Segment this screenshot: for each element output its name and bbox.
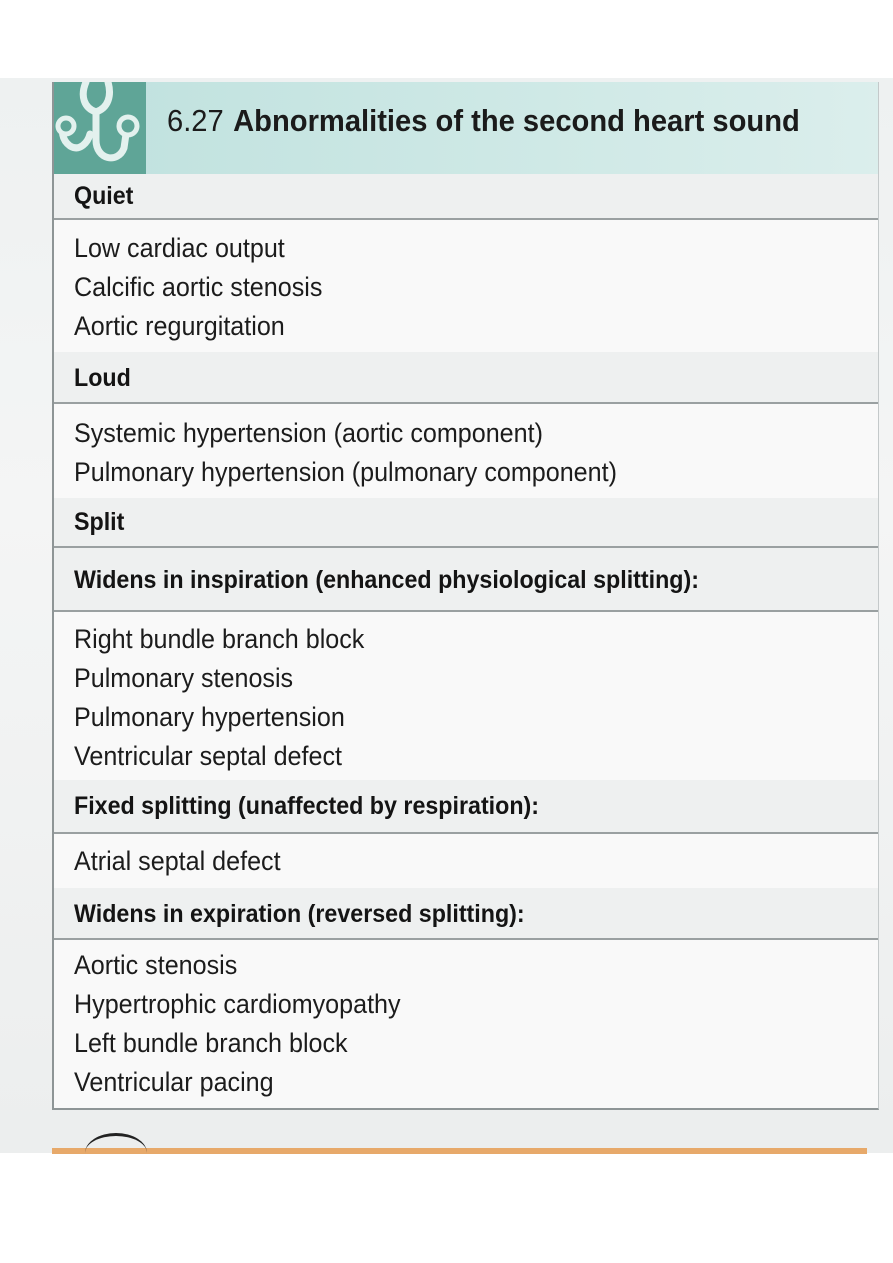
section-heading-row	[54, 780, 878, 832]
item-list	[74, 229, 341, 346]
list-item: Ventricular septal defect	[74, 741, 342, 771]
list-item: Pulmonary stenosis	[74, 663, 294, 693]
section-heading-row	[54, 352, 878, 402]
list-item: Hypertrophic cardiomyopathy	[74, 989, 401, 1019]
section-heading: Loud	[74, 364, 131, 392]
item-list	[74, 414, 658, 492]
page-margin	[0, 1154, 893, 1263]
section-heading: Fixed splitting (unaffected by respiration):	[74, 792, 540, 820]
list-item: Atrial septal defect	[74, 846, 281, 876]
item-list	[74, 620, 386, 776]
section-items-row	[54, 612, 878, 780]
list-item: Pulmonary hypertension	[74, 702, 345, 732]
list-item: Left bundle branch block	[74, 1028, 348, 1058]
list-item: Aortic regurgitation	[74, 311, 285, 341]
box-title-text: Abnormalities of the second heart sound	[233, 103, 800, 138]
item-list	[74, 842, 296, 881]
section-heading: Split	[74, 508, 125, 536]
list-item: Aortic stenosis	[74, 950, 238, 980]
list-item: Ventricular pacing	[74, 1067, 274, 1097]
info-box	[52, 82, 879, 1110]
section-items-row	[54, 940, 878, 1108]
list-item: Low cardiac output	[74, 233, 285, 263]
section-heading: Widens in expiration (reversed splitting):	[74, 900, 525, 928]
stethoscope-icon	[54, 82, 146, 174]
section-heading: Widens in inspiration (enhanced physiological splitting):	[74, 566, 700, 594]
section-items-row	[54, 834, 878, 888]
list-item: Pulmonary hypertension (pulmonary component)	[74, 457, 617, 487]
section-items-row	[54, 404, 878, 498]
box-number: 6.27	[167, 103, 224, 138]
section-heading: Quiet	[74, 182, 134, 210]
section-heading-row	[54, 174, 878, 219]
section-heading-row	[54, 548, 878, 610]
section-heading-row	[54, 888, 878, 938]
box-title-bar	[54, 82, 878, 174]
item-list	[74, 946, 425, 1102]
box-title	[167, 103, 800, 139]
list-item: Systemic hypertension (aortic component)	[74, 418, 543, 448]
list-item: Right bundle branch block	[74, 624, 365, 654]
section-items-row	[54, 220, 878, 352]
list-item: Calcific aortic stenosis	[74, 272, 323, 302]
section-heading-row	[54, 498, 878, 546]
